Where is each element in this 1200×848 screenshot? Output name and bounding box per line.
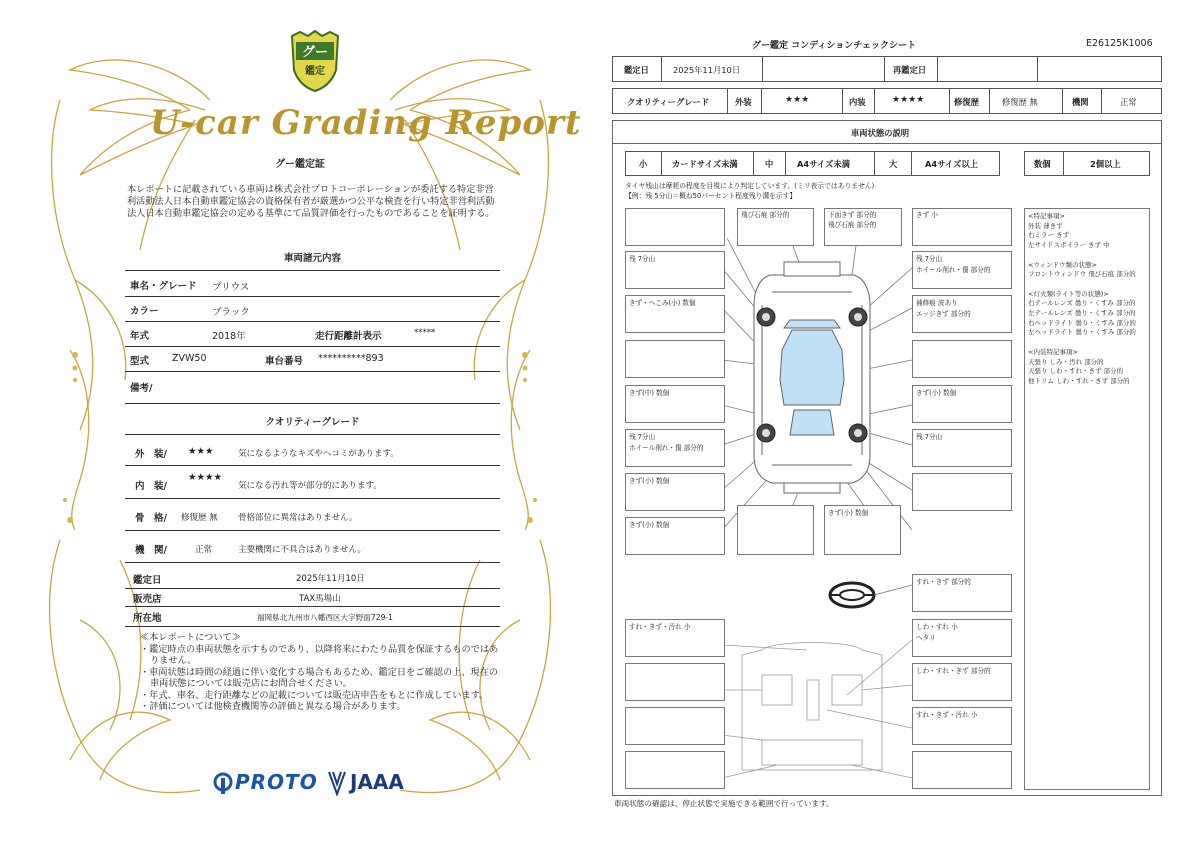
callout-box: [625, 751, 725, 789]
chassis-value: **********893: [318, 353, 384, 364]
proto-logo-icon: [213, 772, 233, 796]
model-label: 型式: [130, 356, 150, 367]
frame-label: 骨 格/: [135, 513, 167, 524]
callout-box: すれ・きず・汚れ 小: [625, 619, 725, 657]
ext-label: 外装: [735, 97, 752, 107]
repair-label: 修復歴: [954, 97, 979, 107]
callout-box: すれ・きず・汚れ 小: [912, 707, 1012, 745]
color-value: ブラック: [212, 307, 250, 318]
note-item: ・車両状態は時間の経過に伴い変化する場合もあるため、鑑定日をご確認の上、現在の車両状態については販売店にお問合せください。: [140, 666, 498, 689]
size-mid: 中: [765, 159, 774, 169]
date-label: 鑑定日: [624, 65, 649, 75]
interior-label: 内 装/: [135, 481, 167, 492]
sheet-title: グー鑑定 コンディションチェックシート: [752, 41, 916, 51]
special-note-line: 他トリム しわ・すれ・きず 部分的: [1028, 376, 1130, 385]
size-large: 大: [889, 159, 898, 169]
address-value: 福岡県北九州市八幡西区大字野面729-1: [257, 613, 393, 622]
special-note-line: <ウィンドウ類の状態>: [1028, 260, 1098, 269]
divider: [125, 465, 500, 466]
mileage-value: *****: [414, 328, 436, 338]
frame-value: 修復歴 無: [181, 513, 218, 523]
special-note-line: 右テールレンズ 曇り・くすみ 部分的: [1028, 299, 1136, 308]
callout-box: [912, 473, 1012, 511]
special-note-line: 左ヘッドライト 曇り・くすみ 部分的: [1028, 328, 1136, 337]
callout-box: きず(中) 数個: [625, 385, 725, 423]
divider: [125, 296, 500, 297]
date-value: 2025年11月10日: [296, 574, 365, 584]
remarks-label: 備考/: [130, 383, 153, 394]
exterior-label: 外 装/: [135, 449, 167, 460]
svg-text:グー: グー: [301, 45, 329, 60]
divider: [125, 588, 500, 589]
notes-heading: ≪本レポートについて≫: [140, 632, 241, 643]
size-large-desc: A4サイズ以上: [925, 159, 979, 169]
divider: [125, 562, 500, 563]
special-note-line: 左テールレンズ 曇り・くすみ 部分的: [1028, 309, 1136, 317]
divider: [125, 270, 500, 271]
callout-box: [737, 505, 814, 555]
dealer-label: 販売店: [133, 594, 162, 605]
size-mid-desc: A4サイズ未満: [797, 159, 851, 169]
goo-appraisal-badge: [286, 30, 344, 92]
certificate-intro: 本レポートに記載されている車両は株式会社プロトコーポレーションが委託する特定非営利活動法人日本自動車鑑定協会の資格保有者が厳選かつ公平な検査を行い特定非営利活動法人日本自動車鑑定協会の定める基準にて品質評価を行ったものであることを証明する。: [127, 184, 495, 219]
steering-wheel-icon: [830, 583, 874, 607]
callout-box: しわ・すれ・きず 部分的: [912, 663, 1012, 701]
callout-box: [625, 340, 725, 378]
engine-label: 機 関/: [135, 545, 167, 556]
callout-box: きず(小) 数個: [912, 385, 1012, 423]
special-note-line: 天張り しみ・汚れ 部分的: [1028, 357, 1104, 366]
quality-heading: クオリティーグレード: [265, 417, 360, 428]
ext-stars: ★★★: [785, 95, 810, 105]
chassis-label: 車台番号: [265, 356, 304, 367]
callout-box: [625, 707, 725, 745]
date-value: 2025年11月10日: [673, 65, 741, 75]
certificate-subtitle: グー鑑定証: [275, 159, 325, 170]
color-label: カラー: [130, 306, 159, 317]
callout-box: 飛び石痕 部分的: [737, 208, 814, 246]
address-label: 所在地: [133, 613, 162, 624]
frame-text: 骨格部位に異常はありません。: [238, 513, 358, 523]
jaaa-logo: JAAA: [350, 770, 404, 794]
specs-heading: 車両諸元内容: [283, 253, 341, 264]
tire-example: 【例：残 5分山＝概ね50パーセント程度残り溝を示す】: [625, 192, 797, 200]
special-note-line: <灯火類(ライト等の状態)>: [1028, 289, 1109, 298]
callout-box: [625, 208, 725, 246]
callout-box: 残 7分山: [625, 251, 725, 289]
interior-stars: ★★★★: [188, 472, 223, 483]
int-stars: ★★★★: [892, 95, 925, 105]
callout-box: 残 7分山 ホイール削れ・傷 部分的: [625, 429, 725, 467]
document-id: E26125K1006: [1086, 38, 1153, 49]
callout-box: すれ・きず 部分的: [912, 574, 1012, 612]
divider: [125, 434, 500, 435]
proto-logo: PROTO: [235, 770, 318, 794]
quality-label: クオリティーグレード: [627, 97, 710, 107]
divider: [125, 403, 500, 404]
divider: [125, 321, 500, 322]
exterior-text: 気になるようなキズやヘコミがあります。: [238, 449, 399, 459]
engine-text: 主要機関に不具合はありません。: [238, 545, 367, 555]
sheet-footer: 車両状態の確認は、停止状態で実施できる範囲で行っています。: [614, 799, 834, 808]
special-note-line: <特記事項>: [1028, 212, 1065, 220]
exterior-stars: ★★★: [188, 446, 214, 457]
report-notes: [140, 632, 500, 713]
note-item: ・鑑定時点の車両状態を示すものであり、以降将来にわたり品質を保証するものではありません。: [140, 643, 499, 666]
reinspect-label: 再鑑定日: [893, 65, 927, 75]
divider: [125, 530, 500, 531]
special-note-line: 左サイドスポイラー きず 中: [1028, 241, 1110, 250]
callout-box: しわ・すれ 小 へタリ: [912, 619, 1012, 657]
divider: [125, 371, 500, 372]
callout-box: 残 7分山 ホイール削れ・傷 部分的: [912, 251, 1012, 289]
callout-box: 下面きず 部分的 飛び石痕 部分的: [824, 208, 902, 246]
special-note-line: フロントウィンドウ 飛び石痕 部分的: [1028, 270, 1136, 279]
callout-box: 補修痕 波あり エッジきず 部分的: [912, 295, 1012, 333]
special-note-line: 右ミラー きず: [1028, 231, 1070, 240]
note-item: ・年式、車名、走行距離などの記載については販売店申告をもとに作成しています。: [140, 689, 489, 701]
divider: [125, 498, 500, 499]
explain-heading: 車両状態の説明: [851, 128, 910, 138]
date-label: 鑑定日: [133, 575, 162, 586]
special-note-line: 外装 薄きず: [1028, 221, 1063, 230]
callout-box: きず(小) 数個: [625, 473, 725, 511]
divider: [125, 626, 500, 627]
model-value: ZVW50: [172, 353, 207, 364]
special-note-line: <内装特記事項>: [1028, 347, 1078, 356]
interior-text: 気になる汚れ等が部分的にあります。: [238, 481, 382, 491]
report-script-title: U-car Grading Report: [150, 103, 582, 143]
special-notes-panel: [1024, 208, 1150, 790]
divider: [125, 606, 500, 607]
callout-box: きず・へこみ(小) 数個: [625, 295, 725, 333]
count-label: 数個: [1034, 159, 1051, 169]
callout-box: きず(小) 数個: [824, 505, 901, 555]
note-item: ・評価については他検査機関等の評価と異なる場合があります。: [140, 701, 406, 712]
engine-label: 機関: [1072, 97, 1089, 107]
name-value: プリウス: [212, 282, 250, 293]
special-note-line: [1028, 338, 1136, 348]
jaaa-logo-icon: [327, 770, 347, 796]
dealer-value: TAX馬場山: [299, 594, 341, 604]
callout-box: [912, 751, 1012, 789]
callout-box: きず 小: [912, 208, 1012, 246]
year-label: 年式: [130, 331, 150, 342]
size-small: 小: [639, 159, 648, 169]
int-label: 内装: [849, 97, 866, 107]
engine-value: 正常: [195, 545, 213, 555]
divider: [125, 346, 500, 347]
special-note-line: [1028, 280, 1136, 290]
engine-value: 正常: [1120, 97, 1137, 107]
callout-box: 残 7分山: [912, 429, 1012, 467]
year-value: 2018年: [212, 331, 246, 342]
callout-box: きず(小) 数個: [625, 517, 725, 555]
callout-box: [625, 663, 725, 701]
size-small-desc: カードサイズ未満: [672, 159, 738, 169]
repair-value: 修復歴 無: [1002, 97, 1038, 107]
special-note-line: 天張り しわ・すれ・きず 部分的: [1028, 367, 1124, 376]
count-desc: 2個以上: [1090, 159, 1121, 169]
special-note-line: 右ヘッドライト 曇り・くすみ 部分的: [1028, 318, 1136, 327]
tire-note: タイヤ残山は摩耗の程度を目視により判定しています。(ミリ表示ではありません): [625, 182, 875, 190]
svg-text:鑑定: 鑑定: [305, 66, 325, 77]
mileage-label: 走行距離計表示: [315, 331, 382, 342]
special-note-line: [1028, 251, 1136, 261]
callout-box: [912, 340, 1012, 378]
name-label: 車名・グレード: [130, 281, 197, 292]
